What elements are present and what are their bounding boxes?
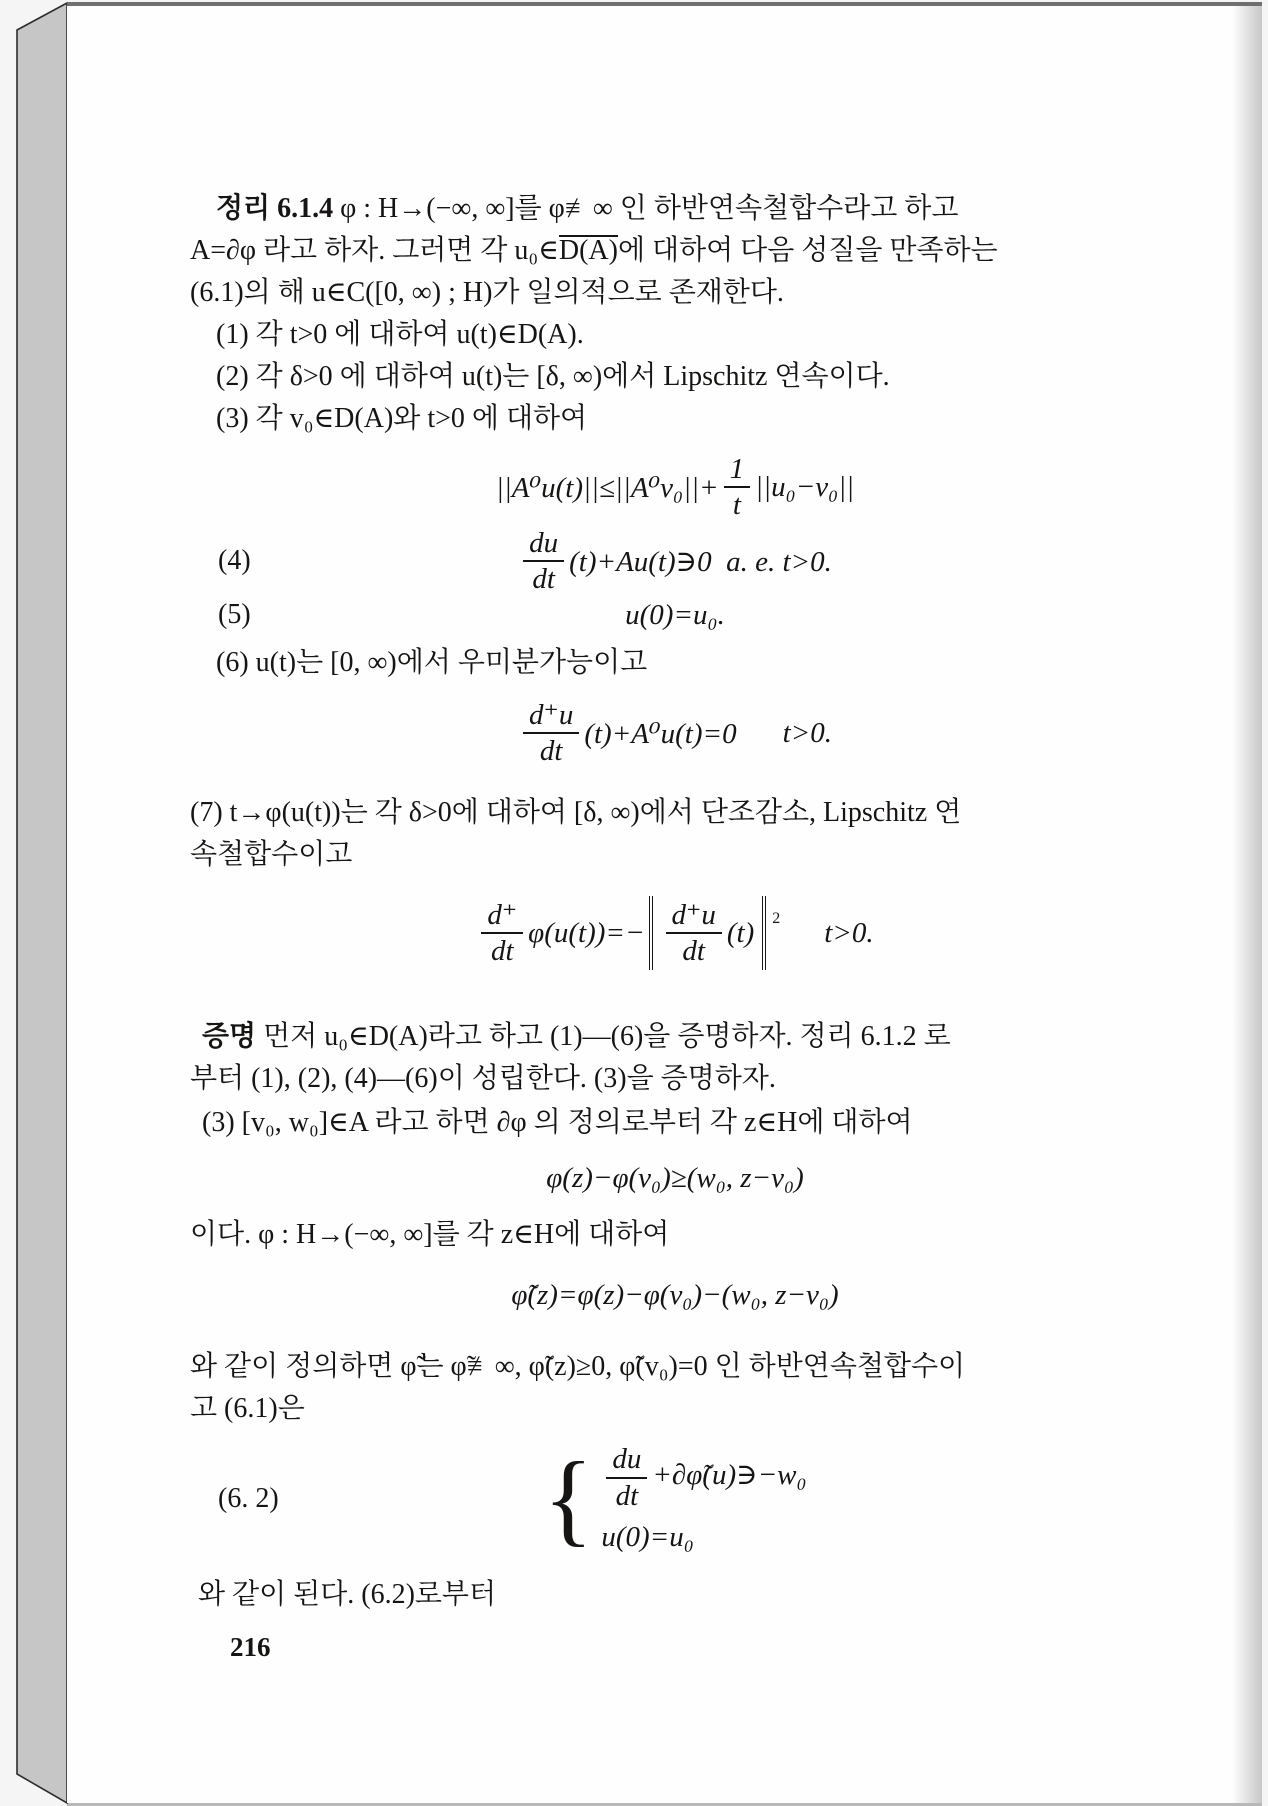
eq6-denominator: dt: [539, 735, 563, 767]
proof-definition-line-1: 와 같이 정의하면 φ̃는 φ̃≢∞, φ̃(z)≥0, φ̃(v₀)=0 인 하반연속철합수이: [190, 1351, 966, 1382]
theorem-line2-pre: A=∂φ 라고 하자. 그러면 각 u₀∈: [190, 235, 559, 266]
theorem-item-3: (3) 각 v₀∈D(A)와 t>0 에 대하여: [216, 403, 588, 434]
page-number: 216: [230, 1632, 271, 1662]
proof-ida-line: 이다. φ : H→(−∞, ∞]를 각 z∈H에 대하여: [190, 1219, 670, 1250]
eq4-denominator: dt: [532, 563, 555, 595]
system-row-1: [601, 1444, 806, 1511]
eq7-norm-fraction: [666, 900, 722, 967]
theorem-line-2: [190, 230, 1050, 272]
eq6-fraction: [523, 700, 579, 767]
theorem-item-7-line-1: (7) t→φ(u(t))는 각 δ>0에 대하여 [δ, ∞)에서 단조감소, Lipschitz 연: [190, 797, 962, 828]
eq4-numerator: du: [523, 528, 564, 562]
eq4-rest: (t)+Au(t)∋0 a. e. t>0.: [569, 545, 832, 578]
equation-4: [190, 526, 1050, 595]
eq7-norm-denominator: dt: [682, 935, 705, 967]
page-curl-shade: [1232, 6, 1262, 1803]
system-rows: [601, 1444, 806, 1554]
equation-6-2-label: (6. 2): [218, 1483, 279, 1514]
eq4-fraction: [523, 528, 564, 595]
proof-label: 증명: [202, 1021, 257, 1052]
theorem-item-7-line-2: 속철합수이고: [190, 839, 353, 870]
system-row-2: u(0)=u₀: [601, 1520, 694, 1553]
theorem-intro: φ : H→(−∞, ∞]를 φ≢∞ 인 하반연속철합수라고 하고: [333, 193, 959, 224]
equation-7-display: [190, 896, 1050, 970]
equation-3-display: [190, 452, 1050, 521]
theorem-heading: [190, 188, 1050, 230]
eq62-fraction: [606, 1444, 647, 1511]
proof-definition-line-2: 고 (6.1)은: [190, 1393, 305, 1424]
eq-subgradient-body: φ(z)−φ(v₀)≥(w₀, z−v₀): [546, 1161, 804, 1194]
eq7-fraction: [481, 900, 523, 967]
equation-6-display: [190, 700, 1050, 766]
eq7-norm: [649, 896, 767, 971]
eq5-body: u(0)=u₀.: [625, 598, 725, 631]
eq7-middle: φ(u(t))=−: [528, 916, 645, 949]
theorem-item-2: (2) 각 δ>0 에 대하여 u(t)는 [δ, ∞)에서 Lipschitz 연속이다.: [216, 361, 890, 392]
equation-4-label: (4): [218, 545, 251, 576]
eq7-norm-argument: (t): [726, 916, 755, 949]
proof-heading-line: [190, 1016, 1050, 1058]
eq3-denominator: t: [732, 489, 741, 521]
eq6-condition: t>0.: [782, 716, 832, 749]
eq-phi-tilde-body: φ̃(z)=φ(z)−φ(v₀)−(w₀, z−v₀): [511, 1278, 839, 1311]
proof-final-line: 와 같이 된다. (6.2)로부터: [198, 1579, 497, 1610]
proof-item-3: (3) [v₀, w₀]∈A 라고 하면 ∂φ 의 정의로부터 각 z∈H에 대하여: [202, 1107, 913, 1138]
eq7-denominator: dt: [490, 935, 514, 967]
equation-phi-tilde: [190, 1274, 1050, 1316]
eq62-denominator: dt: [615, 1479, 639, 1512]
eq7-condition: t>0.: [824, 916, 874, 949]
theorem-item-1: (1) 각 t>0 에 대하여 u(t)∈D(A).: [216, 319, 584, 350]
eq6-numerator: d⁺u: [523, 700, 579, 734]
eq7-numerator: d⁺: [481, 900, 523, 934]
proof-line-2: 부터 (1), (2), (4)—(6)이 성립한다. (3)을 증명하자.: [190, 1063, 776, 1094]
eq3-fraction: [724, 454, 751, 521]
closure-overline: D(A): [558, 235, 618, 266]
equation-6-2: [190, 1440, 1050, 1556]
eq62-row1-rest: +∂φ̃(u)∋−w₀: [652, 1459, 807, 1492]
theorem-line2-post: 에 대하여 다음 성질을 만족하는: [617, 235, 998, 266]
eq3-pre: ||A⁰u(t)||≤||A⁰v₀||+: [495, 471, 719, 504]
eq62-numerator: du: [606, 1444, 647, 1478]
theorem-block: [190, 6, 1050, 440]
book-page: [67, 2, 1262, 1803]
eq3-post: ||u₀−v₀||: [755, 470, 855, 503]
theorem-label: 정리 6.1.4: [216, 193, 334, 224]
page-content: [190, 6, 1050, 1663]
eq7-norm-numerator: d⁺u: [666, 900, 722, 934]
system-brace: {: [543, 1440, 594, 1556]
theorem-line-3: (6.1)의 해 u∈C([0, ∞) ; H)가 일의적으로 존재한다.: [190, 277, 784, 308]
eq3-numerator: 1: [724, 454, 751, 488]
equation-5: [190, 598, 1050, 632]
proof-line1-rest: 먼저 u₀∈D(A)라고 하고 (1)—(6)을 증명하자. 정리 6.1.2 로: [256, 1021, 951, 1052]
page-edge-stack: [17, 3, 67, 1803]
theorem-item-6: (6) u(t)는 [0, ∞)에서 우미분가능이고: [216, 647, 648, 678]
eq6-rest: (t)+A⁰u(t)=0: [584, 717, 737, 750]
eq7-exponent: 2: [772, 910, 781, 927]
equation-5-label: (5): [218, 599, 251, 630]
equation-subgradient: [190, 1158, 1050, 1198]
